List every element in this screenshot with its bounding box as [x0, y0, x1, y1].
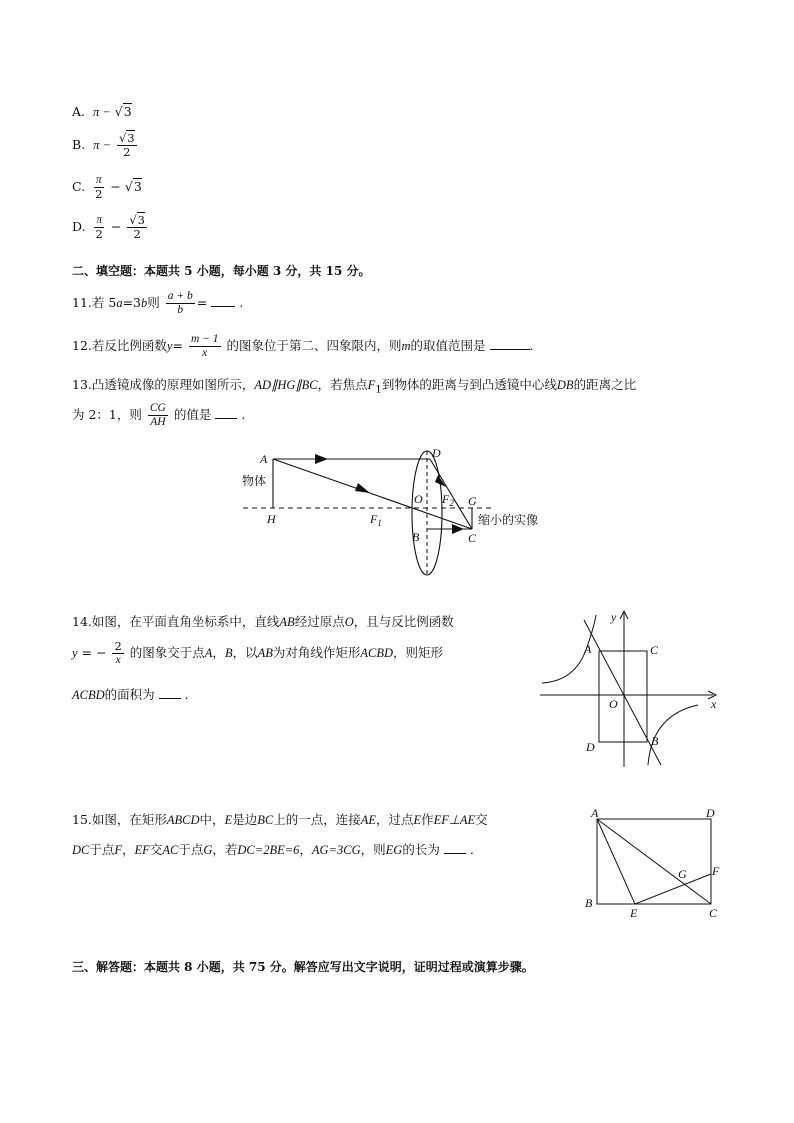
- fraction: $\frac{m - 1}{x}$: [190, 333, 219, 360]
- answer-blank: [215, 406, 237, 419]
- label-o: O: [609, 697, 618, 711]
- question-13-line-2: 为 2：1，则 $\frac{CG}{AH}$ 的值是 .: [72, 402, 246, 429]
- label-f1: $F_1$: [370, 512, 382, 528]
- label-g: G: [678, 867, 687, 881]
- answer-blank: [444, 841, 466, 854]
- label-b: B: [412, 530, 420, 544]
- label-a: A: [260, 452, 268, 466]
- option-d: D. $\frac{\pi}{2}$ − $\frac{√3}{2}$: [72, 213, 145, 242]
- option-c: C. $\frac{\pi}{2}$ − √3: [72, 174, 142, 202]
- option-b: B. π − $\frac{√3}{2}$: [72, 131, 135, 160]
- section-2-heading: 二、填空题：本题共 5 小题，每小题 3 分，共 15 分。: [72, 264, 371, 278]
- arrow-head: [355, 483, 370, 493]
- lens-diagram: [240, 445, 580, 580]
- segment-ef: [635, 874, 711, 904]
- fraction: $\frac{2}{x}$: [114, 639, 122, 667]
- label-o: O: [414, 492, 423, 506]
- arrow-head: [315, 454, 328, 464]
- coordinate-diagram: [538, 605, 728, 770]
- label-c: C: [468, 531, 477, 545]
- section-3-heading: 三、解答题：本题共 8 小题，共 75 分。解答应写出文字说明，证明过程或演算步骤。: [72, 960, 534, 974]
- question-15-line-2: DC于点F，EF交AC于点G，若DC=2BE=6，AG=3CG，则EG的长为 .: [72, 842, 474, 857]
- question-14-line-2: y = − $\frac{2}{x}$ 的图象交于点A，B，以AB为对角线作矩形ACBD，则矩形: [72, 639, 444, 667]
- fraction: $\frac{a + b}{b}$: [167, 290, 193, 317]
- fraction: $\frac{CG}{AH}$: [149, 402, 166, 429]
- rectangle-acbd: [599, 651, 647, 742]
- label-h: H: [267, 512, 276, 526]
- question-11: 11.若 5a=3b则 $\frac{a + b}{b}$ = .: [72, 290, 244, 317]
- label-e: E: [630, 906, 638, 920]
- line-ab: [584, 620, 661, 765]
- rectangle-diagram: [583, 805, 728, 920]
- label-d: D: [706, 806, 715, 820]
- fraction: $\frac{√3}{2}$: [129, 213, 145, 242]
- label-f: F: [712, 864, 720, 878]
- question-14-line-1: 14.如图，在平面直角坐标系中，直线AB经过原点O，且与反比例函数: [72, 614, 454, 629]
- question-14-line-3: ACBD的面积为 .: [72, 687, 189, 702]
- question-12: 12.若反比例函数y= $\frac{m - 1}{x}$ 的图象位于第二、四象限内，则m的取值范围是 .: [72, 333, 534, 360]
- label-b: B: [585, 896, 593, 910]
- label-object: 物体: [242, 474, 267, 488]
- ray-dc: [430, 459, 472, 529]
- answer-blank: [159, 686, 181, 699]
- label-d: D: [586, 740, 595, 754]
- label-a: A: [584, 642, 592, 656]
- question-15-line-1: 15.如图，在矩形ABCD中，E是边BC上的一点，连接AE，过点E作EF⊥AE交: [72, 812, 488, 827]
- answer-blank: [211, 294, 235, 307]
- label-y: y: [611, 610, 617, 624]
- fraction: $\frac{√3}{2}$: [118, 131, 135, 160]
- answer-blank: [490, 337, 530, 350]
- label-a: A: [591, 806, 599, 820]
- fraction: $\frac{\pi}{2}$: [95, 214, 103, 242]
- label-b: B: [651, 734, 659, 748]
- label-image: 缩小的实像: [478, 513, 539, 527]
- option-a: A. π − √3: [72, 104, 132, 119]
- label-f2: $F_2$: [442, 492, 454, 508]
- question-13-line-1: 13.凸透镜成像的原理如图所示，AD∥HG∥BC，若焦点$F_1$到物体的距离与到凸透镜中心线DB的距离之比: [72, 377, 637, 396]
- fraction: $\frac{\pi}{2}$: [95, 174, 103, 202]
- label-c: C: [709, 906, 718, 920]
- segment-ac: [597, 819, 711, 904]
- label-x: x: [711, 697, 717, 711]
- label-g: G: [468, 494, 477, 508]
- label-d: D: [432, 446, 441, 460]
- label-c: C: [650, 643, 659, 657]
- segment-ae: [597, 819, 635, 904]
